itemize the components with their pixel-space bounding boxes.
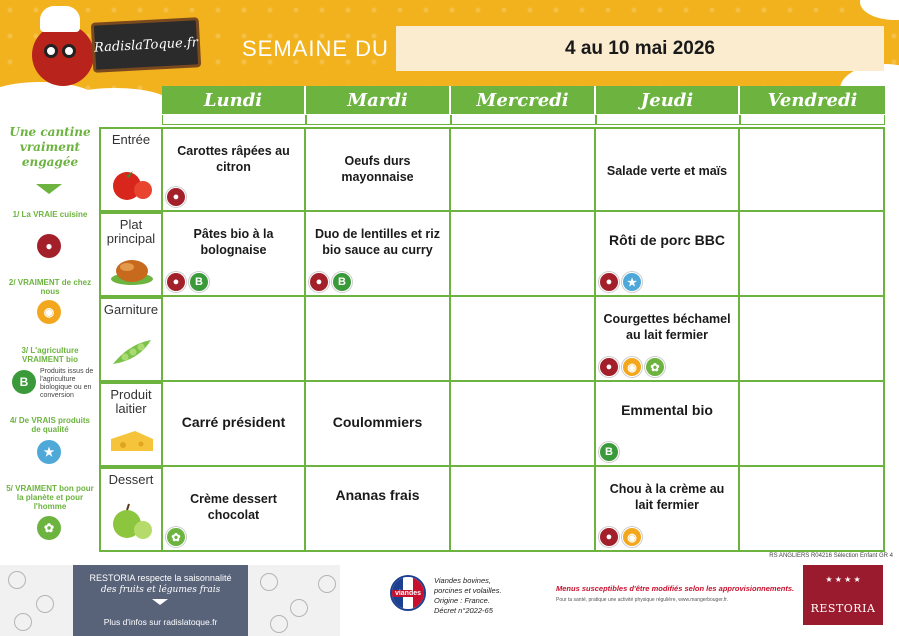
cooking-pot-icon: ● xyxy=(599,357,619,377)
planet-icon: ✿ xyxy=(37,516,61,540)
local-origin-icon: ◉ xyxy=(37,300,61,324)
meat-origin-line: Décret n°2022-65 xyxy=(434,606,493,615)
seasonality-line1: RESTORIA respecte la saisonnalité xyxy=(89,573,232,583)
cell-garniture-vendredi xyxy=(740,297,885,382)
cell-laitier-jeudi xyxy=(596,382,740,467)
mascot-eye-icon xyxy=(44,44,58,58)
restoria-logo-text: RESTORIA xyxy=(810,602,876,615)
category-label: Produit laitier xyxy=(110,387,152,416)
meat-origin-line: porcines et volailles. xyxy=(434,586,502,595)
cell-laitier-vendredi xyxy=(740,382,885,467)
sidebar-item-quality: 4/ De VRAIS produits de qualité xyxy=(9,416,90,434)
fruit-doodle-icon xyxy=(8,571,26,589)
dish-name: Rôti de porc BBC xyxy=(609,232,725,248)
category-entree xyxy=(99,127,161,212)
menu-change-note: Menus susceptibles d'être modifiés selon les approvisionnements. xyxy=(556,584,795,593)
sidebar-item-local: 2/ VRAIMENT de chez nous xyxy=(8,278,92,296)
dish-name: Chou à la crème au lait fermier xyxy=(609,482,725,512)
day-subheader xyxy=(596,115,740,125)
day-label: Mardi xyxy=(347,89,408,111)
health-note: Pour ta santé, pratique une activité physique régulière, www.mangerbouger.fr. xyxy=(556,597,729,603)
cooking-pot-icon: ● xyxy=(599,272,619,292)
dish-name: Duo de lentilles et riz bio sauce au curry xyxy=(314,227,441,257)
date-box xyxy=(396,26,884,71)
cell-garniture-mercredi xyxy=(451,297,596,382)
day-subheader xyxy=(162,115,306,125)
dish-name: Salade verte et maïs xyxy=(606,164,728,178)
dish-name: Emmental bio xyxy=(621,402,713,418)
local-origin-icon: ◉ xyxy=(622,527,642,547)
cell-dessert-lundi xyxy=(161,467,306,552)
dish-name: Pâtes bio à la bolognaise xyxy=(193,227,274,257)
fruit-doodle-icon xyxy=(14,613,32,631)
local-origin-icon: ◉ xyxy=(622,357,642,377)
cell-dessert-vendredi xyxy=(740,467,885,552)
date-range: 4 au 10 mai 2026 xyxy=(565,37,715,59)
chef-hat-icon xyxy=(40,6,80,32)
cell-garniture-lundi xyxy=(161,297,306,382)
sidebar-item-planet: 5/ VRAIMENT bon pour la planète et pour l'homme xyxy=(6,484,94,511)
vf-logo-text: viandes xyxy=(392,590,424,597)
stars-icon: ★ ★ ★ ★ xyxy=(825,575,861,584)
bio-icon: B xyxy=(332,272,352,292)
planet-icon: ✿ xyxy=(645,357,665,377)
fruit-doodle-icon xyxy=(290,599,308,617)
day-label: Mercredi xyxy=(476,89,569,111)
dish-name: Carottes râpées au citron xyxy=(177,144,290,174)
day-header-jeudi xyxy=(596,86,740,114)
brand-name: RadislaToque.fr xyxy=(93,34,199,56)
cell-plat-vendredi xyxy=(740,212,885,297)
cooking-pot-icon: ● xyxy=(166,187,186,207)
category-label: Dessert xyxy=(108,472,154,487)
cooking-pot-icon: ● xyxy=(166,272,186,292)
cell-entree-vendredi xyxy=(740,127,885,212)
cooking-pot-icon: ● xyxy=(309,272,329,292)
cell-dessert-mercredi xyxy=(451,467,596,552)
dish-name: Coulommiers xyxy=(332,414,423,430)
cell-garniture-mardi xyxy=(306,297,451,382)
mascot-eye-icon xyxy=(62,44,76,58)
cooking-pot-icon: ● xyxy=(599,527,619,547)
cell-plat-mercredi xyxy=(451,212,596,297)
category-laitier xyxy=(99,382,161,467)
apple-icon xyxy=(109,502,155,542)
cell-entree-mercredi xyxy=(451,127,596,212)
roast-chicken-icon xyxy=(109,247,155,287)
day-subheader xyxy=(306,115,451,125)
category-garniture xyxy=(99,297,161,382)
category-plat xyxy=(99,212,161,297)
dish-name: Ananas frais xyxy=(335,487,420,503)
meat-origin-line: Viandes bovines, xyxy=(434,576,491,585)
planet-icon: ✿ xyxy=(166,527,186,547)
more-info-link[interactable]: Plus d'infos sur radislatoque.fr xyxy=(103,617,218,627)
sidebar-title: Une cantine vraiment engagée xyxy=(9,125,91,169)
day-label: Lundi xyxy=(203,89,263,111)
category-label: Plat principal xyxy=(106,217,156,246)
quality-medal-icon: ★ xyxy=(37,440,61,464)
reference-code: RS ANGLIERS R04216 Sélection Enfant GR 4 xyxy=(769,553,893,559)
sidebar-item-bio: 3/ L'agriculture VRAIMENT bio xyxy=(21,346,79,364)
meat-origin-text xyxy=(434,576,502,616)
bio-note: Produits issus de l'agriculture biologique ou en conversion xyxy=(40,368,94,399)
arrow-down-icon xyxy=(152,599,168,605)
cell-entree-jeudi xyxy=(596,127,740,212)
dish-name: Carré président xyxy=(181,414,286,430)
cheese-icon xyxy=(109,417,155,457)
fruit-doodle-icon xyxy=(260,573,278,591)
meat-origin-line: Origine : France. xyxy=(434,596,490,605)
cell-dessert-mardi xyxy=(306,467,451,552)
category-label: Garniture xyxy=(103,302,159,317)
bio-icon: B xyxy=(189,272,209,292)
week-label: SEMAINE DU xyxy=(242,36,389,61)
cell-plat-mardi xyxy=(306,212,451,297)
category-label: Entrée xyxy=(111,132,151,147)
tomato-icon xyxy=(109,162,155,202)
cell-entree-mardi xyxy=(306,127,451,212)
arrow-down-icon xyxy=(36,184,62,194)
cell-entree-lundi xyxy=(161,127,306,212)
cooking-pot-icon: ● xyxy=(37,234,61,258)
dish-name: Crème dessert chocolat xyxy=(190,492,277,522)
dish-name: Courgettes béchamel au lait fermier xyxy=(603,312,731,342)
quality-medal-icon: ★ xyxy=(622,272,642,292)
category-dessert xyxy=(99,467,161,552)
bio-icon: B xyxy=(12,370,36,394)
day-subheader xyxy=(740,115,885,125)
cell-dessert-jeudi xyxy=(596,467,740,552)
viandes-francaises-logo xyxy=(390,575,426,611)
cell-plat-lundi xyxy=(161,212,306,297)
cell-garniture-jeudi xyxy=(596,297,740,382)
day-header-mercredi xyxy=(451,86,596,114)
day-header-mardi xyxy=(306,86,451,114)
dish-name: Oeufs durs mayonnaise xyxy=(341,154,414,184)
fruit-doodle-icon xyxy=(318,575,336,593)
day-label: Jeudi xyxy=(640,89,694,111)
day-header-vendredi xyxy=(740,86,885,114)
restoria-logo[interactable] xyxy=(803,565,883,625)
cell-laitier-mercredi xyxy=(451,382,596,467)
pea-pod-icon xyxy=(109,332,155,372)
cell-laitier-mardi xyxy=(306,382,451,467)
cell-laitier-lundi xyxy=(161,382,306,467)
seasonality-banner[interactable] xyxy=(73,565,248,636)
day-header-lundi xyxy=(162,86,306,114)
day-label: Vendredi xyxy=(767,89,858,111)
seasonality-line2: des fruits et légumes frais xyxy=(100,585,221,595)
fruit-doodle-icon xyxy=(36,595,54,613)
cell-plat-jeudi xyxy=(596,212,740,297)
day-subheader xyxy=(451,115,596,125)
brand-logo[interactable] xyxy=(91,17,201,73)
fruit-doodle-icon xyxy=(270,615,288,633)
bio-icon: B xyxy=(599,442,619,462)
sidebar-item-cuisine: 1/ La VRAIE cuisine xyxy=(12,210,88,219)
